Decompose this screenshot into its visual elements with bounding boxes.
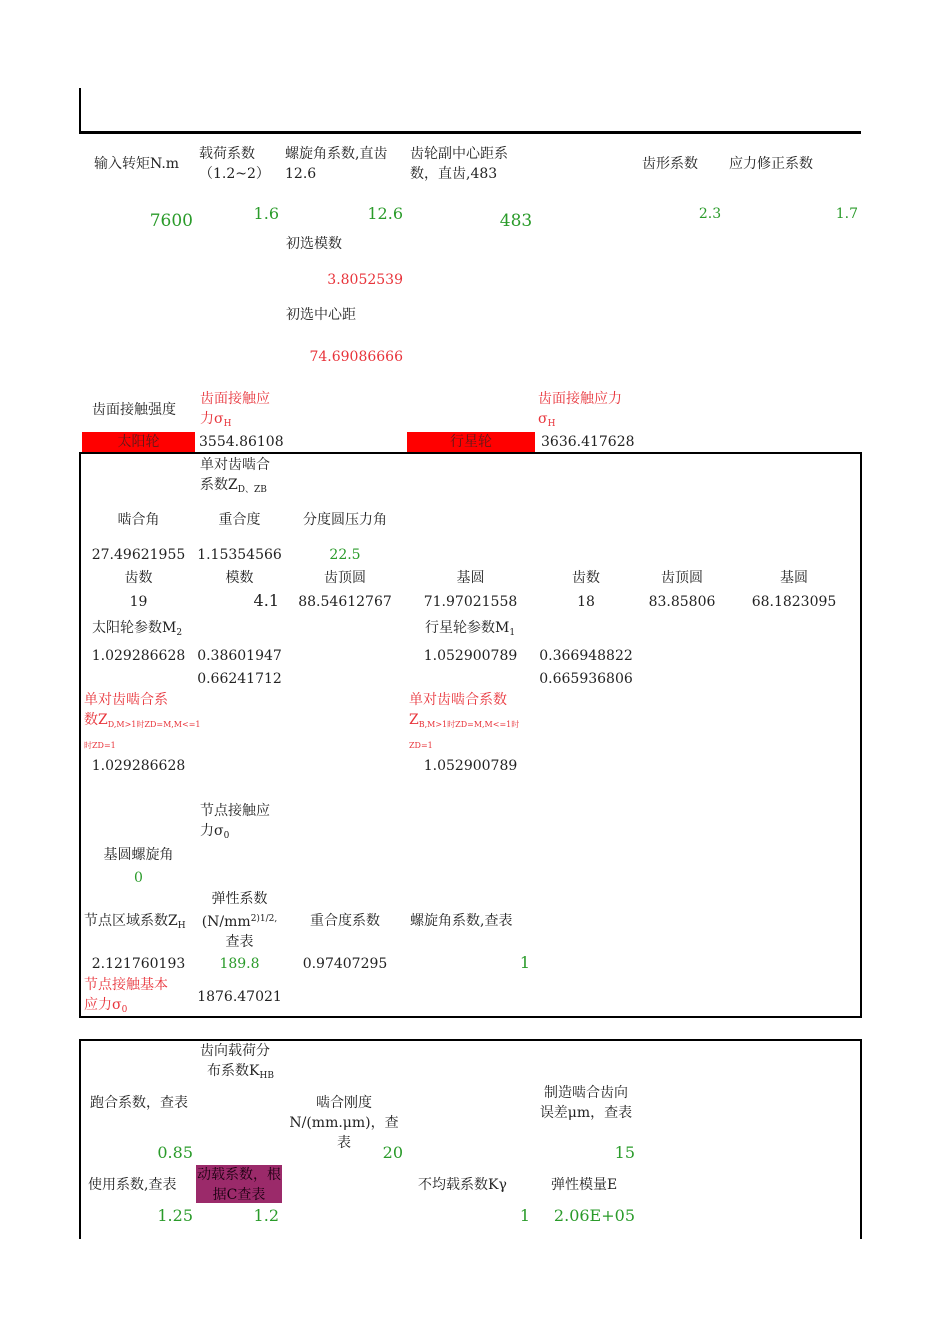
usage-coef-label: 使用系数,查表	[88, 1177, 177, 1193]
planet-base-value: 68.1823095	[751, 594, 837, 610]
sun-param-3: 0.66241712	[197, 671, 282, 687]
stiffness-value[interactable]: 20	[382, 1143, 403, 1162]
load-coef-value[interactable]: 1.6	[253, 204, 279, 223]
center-coef-label: 齿轮副中心距系数，直齿,483	[410, 146, 508, 182]
prelim-module-label: 初选模数	[286, 236, 342, 252]
torque-label: 输入转矩N.m	[94, 156, 180, 172]
base-helix-label: 基圆螺旋角	[103, 847, 174, 863]
helix-lookup-label: 螺旋角系数,查表	[410, 913, 513, 929]
runin-coef-label: 跑合系数，查表	[90, 1095, 188, 1111]
dynamic-coef-label: 动载系数，根据C查表	[197, 1167, 281, 1203]
base-helix-value[interactable]: 0	[134, 870, 143, 886]
zone-coef-label: 节点区域系数$Z_H$	[84, 913, 186, 931]
planet-param-3: 0.665936806	[539, 671, 633, 687]
module-value: 4.1	[253, 591, 279, 610]
planet-teeth-label: 齿数	[572, 570, 600, 586]
sun-base-value: 71.97021558	[423, 594, 518, 610]
sun-base-label: 基圆	[456, 570, 485, 586]
node-base-stress-label: 节点接触基本 应力$\sigma_0$	[84, 977, 168, 1015]
overlap-value: 1.15354566	[197, 547, 282, 563]
sun-tip-label: 齿顶圆	[324, 570, 366, 586]
stress-corr-label: 应力修正系数	[729, 156, 813, 172]
top-horizontal-rule	[79, 131, 861, 134]
overlap-coef-value: 0.97407295	[302, 956, 388, 972]
sun-teeth-value: 19	[129, 594, 148, 610]
contact-strength-label: 齿面接触强度	[92, 402, 176, 418]
error-value[interactable]: 15	[614, 1143, 635, 1162]
zone-coef-value: 2.121760193	[91, 956, 186, 972]
runin-coef-value[interactable]: 0.85	[157, 1143, 193, 1162]
contact-stress2-label: 齿面接触应力 $\sigma_H$	[538, 391, 622, 429]
form-coef-label: 齿形系数	[642, 156, 698, 172]
planet-gear-header: 行星轮	[407, 432, 535, 452]
load-coef-label: 载荷系数（1.2~2）	[199, 146, 270, 182]
center-coef-value[interactable]: 483	[499, 211, 533, 231]
mesh-angle-label: 啮合角	[117, 512, 160, 528]
single-mesh-coef-label: 单对齿啮合 系数$Z_{D、ZB}$	[200, 457, 270, 495]
planet-tip-label: 齿顶圆	[661, 570, 703, 586]
elastic-coef-value[interactable]: 189.8	[219, 956, 260, 972]
prelim-center-label: 初选中心距	[286, 307, 356, 323]
planet-param-1: 1.052900789	[423, 648, 518, 664]
helix-coef-value[interactable]: 12.6	[367, 204, 403, 223]
overlap-coef-label: 重合度系数	[310, 913, 380, 929]
prelim-center-value: 74.69086666	[309, 349, 403, 365]
node-contact-stress-label: 节点接触应 力$\sigma_0$	[200, 803, 270, 841]
planet-tip-value: 83.85806	[648, 594, 716, 610]
load-dist-coef-label: 齿向载荷分 布系数$K_{HB}$	[200, 1043, 274, 1081]
zd-value: 1.029286628	[91, 758, 186, 774]
planet-base-label: 基圆	[780, 570, 808, 586]
overlap-label: 重合度	[218, 512, 261, 528]
sun-param-label: 太阳轮参数$M_2$	[92, 620, 183, 638]
pressure-angle-value[interactable]: 22.5	[329, 547, 361, 563]
sun-param-2: 0.38601947	[197, 648, 282, 664]
usage-coef-value[interactable]: 1.25	[157, 1206, 193, 1225]
uneven-load-value[interactable]: 1	[519, 1206, 530, 1225]
dynamic-coef-value[interactable]: 1.2	[253, 1206, 279, 1225]
module-label: 模数	[225, 570, 254, 586]
zb-value: 1.052900789	[423, 758, 518, 774]
elastic-modulus-value[interactable]: 2.06E+05	[553, 1206, 635, 1225]
prelim-module-value: 3.8052539	[327, 272, 403, 288]
planet-teeth-value: 18	[577, 594, 595, 610]
zb-coef-label: 单对齿啮合系数 $Z_{B,M>1时ZD=M,M<=1时}$ ZD=1	[409, 692, 520, 750]
planet-param-2: 0.366948822	[539, 648, 633, 664]
error-label: 制造啮合齿向误差μm，查表	[539, 1085, 633, 1121]
torque-value[interactable]: 7600	[149, 211, 193, 231]
top-left-border	[79, 88, 81, 134]
helix-coef-label: 螺旋角系数,直齿12.6	[285, 146, 388, 182]
sun-param-1: 1.029286628	[91, 648, 186, 664]
planet-param-label: 行星轮参数$M_1$	[425, 620, 516, 638]
mesh-angle-value: 27.49621955	[91, 547, 186, 563]
elastic-modulus-label: 弹性模量E	[551, 1177, 618, 1193]
sun-contact-value: 3554.86108	[199, 434, 284, 450]
uneven-load-label: 不均载系数Kγ	[418, 1177, 507, 1193]
node-base-stress-value: 1876.47021	[197, 989, 282, 1005]
elastic-coef-label: 弹性系数 ($N/mm^{2)1/2,}$ 查表	[201, 891, 278, 950]
form-coef-value[interactable]: 2.3	[698, 206, 722, 222]
stress-corr-value[interactable]: 1.7	[835, 206, 858, 222]
zd-coef-label: 单对齿啮合系 数$Z_{D,M>1时ZD=M,M<=1}$ 时ZD=1	[84, 692, 201, 750]
pressure-angle-label: 分度圆压力角	[303, 512, 387, 528]
helix-lookup-value[interactable]: 1	[519, 953, 530, 972]
planet-contact-value: 3636.417628	[541, 434, 635, 450]
sun-tip-value: 88.54612767	[298, 594, 392, 610]
sun-teeth-label: 齿数	[124, 570, 153, 586]
contact-stress-label: 齿面接触应 力$\sigma_H$	[200, 391, 270, 429]
sun-gear-header: 太阳轮	[82, 432, 195, 452]
stiffness-label: 啮合刚度N/(mm.μm)，查表	[289, 1095, 399, 1151]
